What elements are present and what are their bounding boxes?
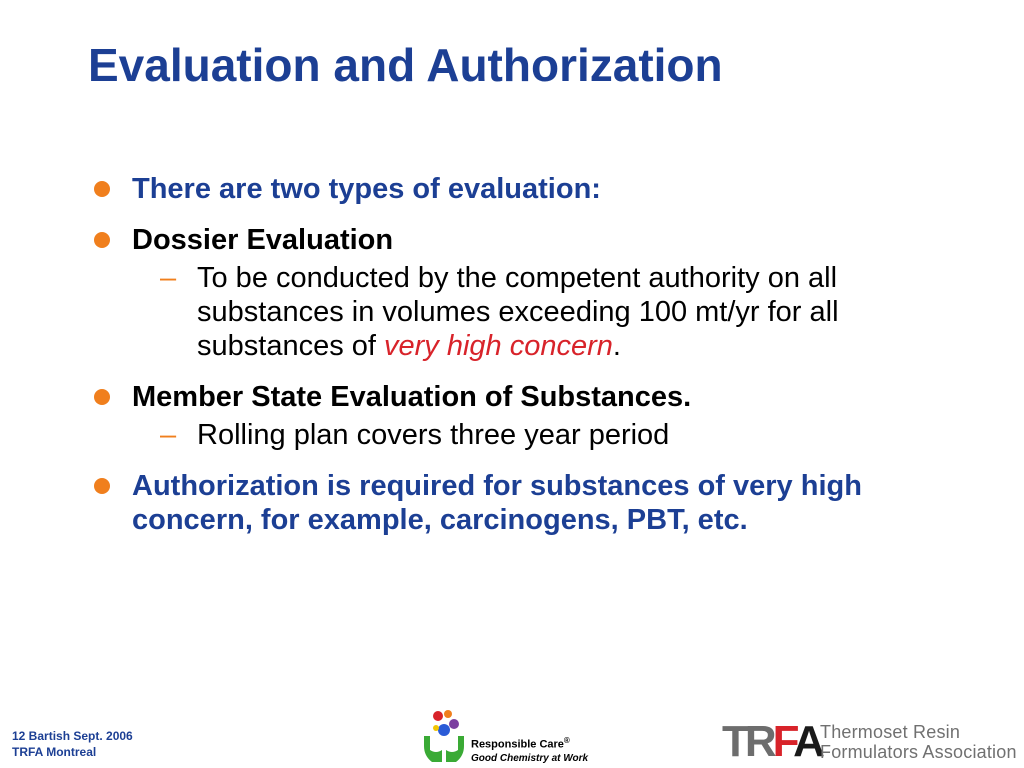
bullet-text: Authorization is required for substances of very high concern, for example, carcinogens, PBT, etc. <box>132 470 862 536</box>
bullet-list <box>94 172 934 554</box>
sub-bullet-text: Rolling plan covers three year period <box>197 419 670 451</box>
sub-bullet-item <box>94 261 934 363</box>
responsible-care-logo-icon <box>420 706 468 764</box>
dash-icon: – <box>160 419 177 451</box>
sub-bullet-end: . <box>612 330 621 362</box>
footer-info <box>12 728 133 760</box>
bullet-item <box>94 380 934 414</box>
emphasis-text: very high concern <box>384 330 613 362</box>
trfa-logo-icon <box>722 717 821 766</box>
bullet-item <box>94 469 934 537</box>
responsible-care-label <box>471 734 588 766</box>
bullet-dot-icon <box>94 181 110 197</box>
rc-tagline: Good Chemistry at Work <box>471 752 589 764</box>
bullet-dot-icon <box>94 232 110 248</box>
bullet-text: Dossier Evaluation <box>132 224 394 256</box>
bullet-item <box>94 223 934 257</box>
trfa-name <box>820 722 1017 762</box>
slide-title: Evaluation and Authorization <box>88 39 723 91</box>
bullet-text: Member State Evaluation of Substances. <box>132 381 692 413</box>
dash-icon: – <box>160 262 177 294</box>
footer-event: TRFA Montreal <box>12 745 97 759</box>
bullet-text: There are two types of evaluation: <box>132 173 601 205</box>
trfa-line2: Formulators Association <box>820 742 1017 762</box>
trfa-logo-letters: TRFA <box>722 717 821 766</box>
bullet-dot-icon <box>94 478 110 494</box>
trfa-line1: Thermoset Resin <box>820 722 961 742</box>
bullet-item <box>94 172 934 206</box>
rc-name: Responsible Care <box>471 738 564 751</box>
bullet-dot-icon <box>94 389 110 405</box>
sub-bullet-text: To be conducted by the competent authority on all substances in volumes exceeding 100 mt/yr for all substances of <box>197 262 839 362</box>
sub-bullet-item <box>94 418 934 452</box>
rc-mark: ® <box>563 736 570 745</box>
footer-date: 12 Bartish Sept. 2006 <box>12 729 133 743</box>
